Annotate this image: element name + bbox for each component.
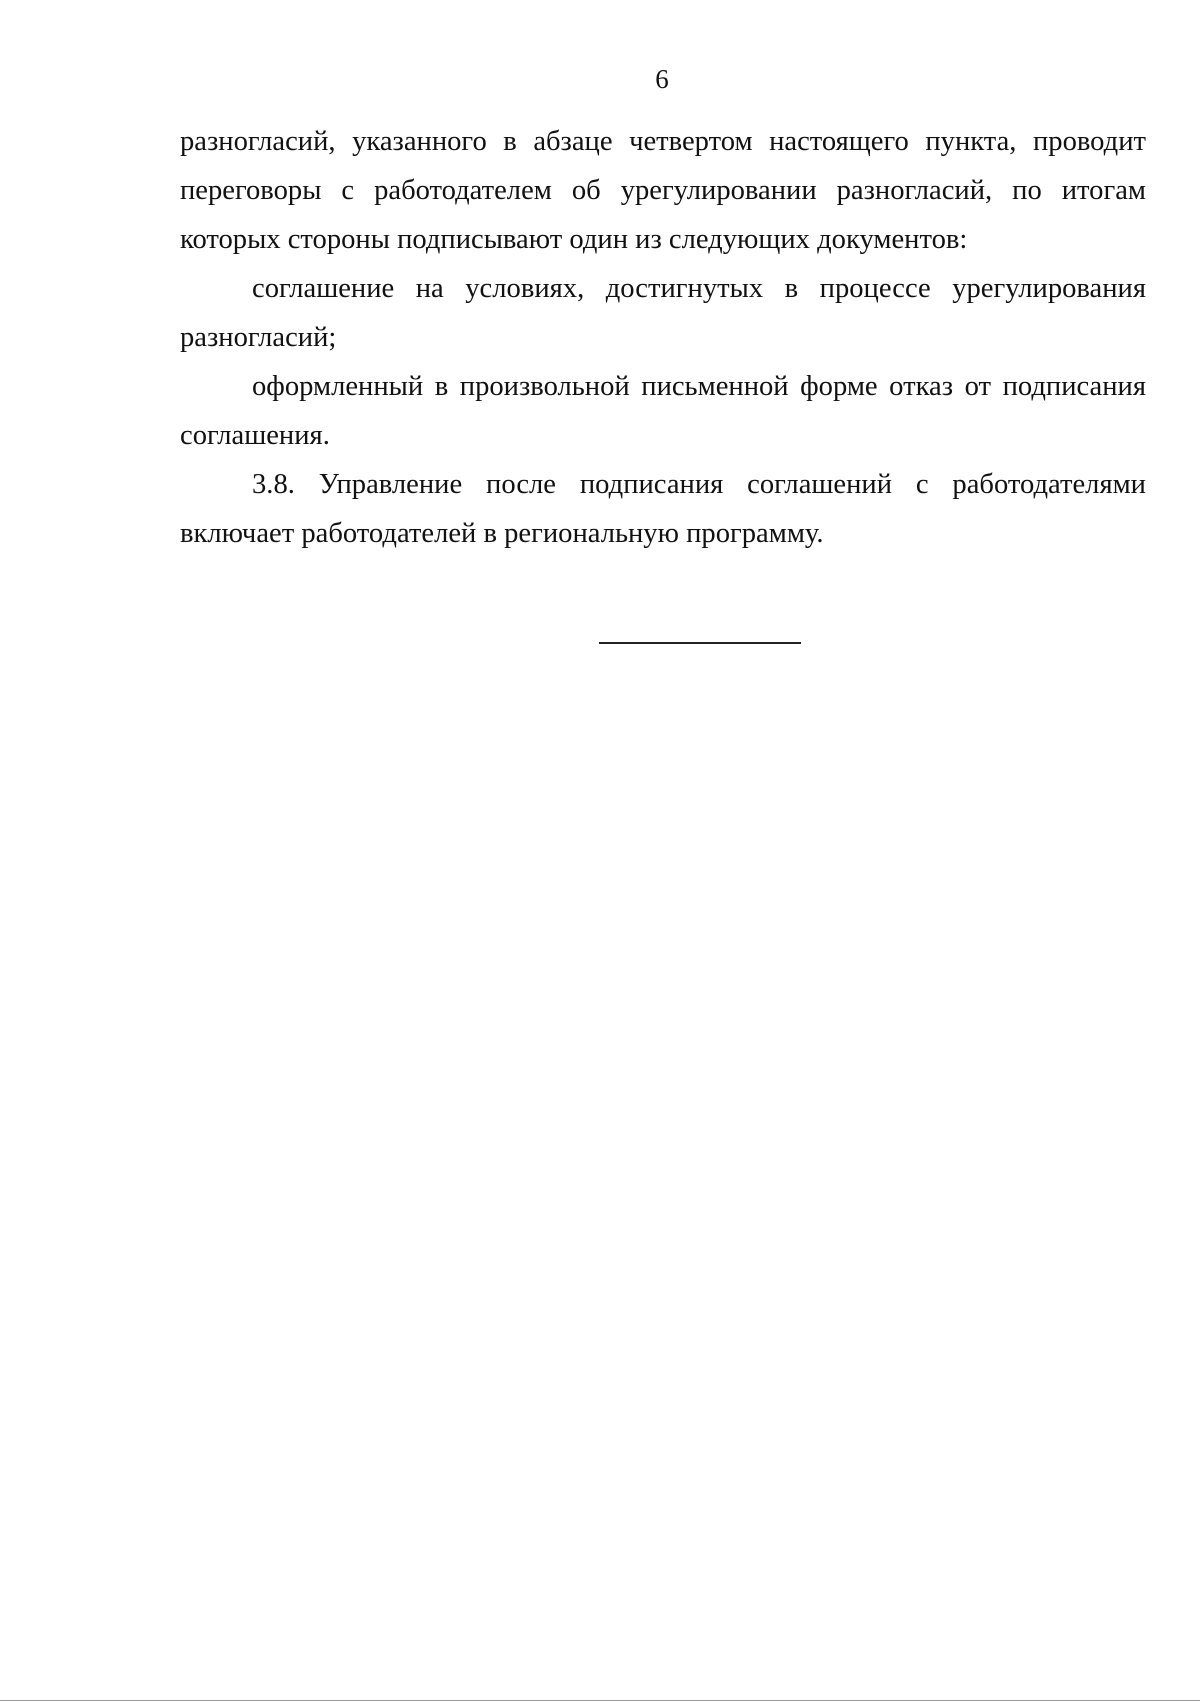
page-number: 6 bbox=[655, 64, 669, 94]
paragraph-continuation: разногласий, указанного в абзаце четвертом настоящего пункта, проводит переговоры с работодателем об урегулировании разногласий, по итогам которых стороны подписывают один из следующих документов: bbox=[180, 126, 1146, 255]
scan-bottom-edge bbox=[0, 1700, 1200, 1701]
document-body bbox=[180, 117, 1146, 558]
end-of-document-rule bbox=[599, 642, 801, 644]
paragraph-refusal-option: оформленный в произвольной письменной форме отказ от подписания соглашения. bbox=[180, 371, 1146, 451]
paragraph-clause-3-8: 3.8. Управление после подписания соглашений с работодателями включает работодателей в региональную программу. bbox=[180, 469, 1146, 549]
paragraph-agreement-option: соглашение на условиях, достигнутых в процессе урегулирования разногласий; bbox=[180, 273, 1146, 353]
